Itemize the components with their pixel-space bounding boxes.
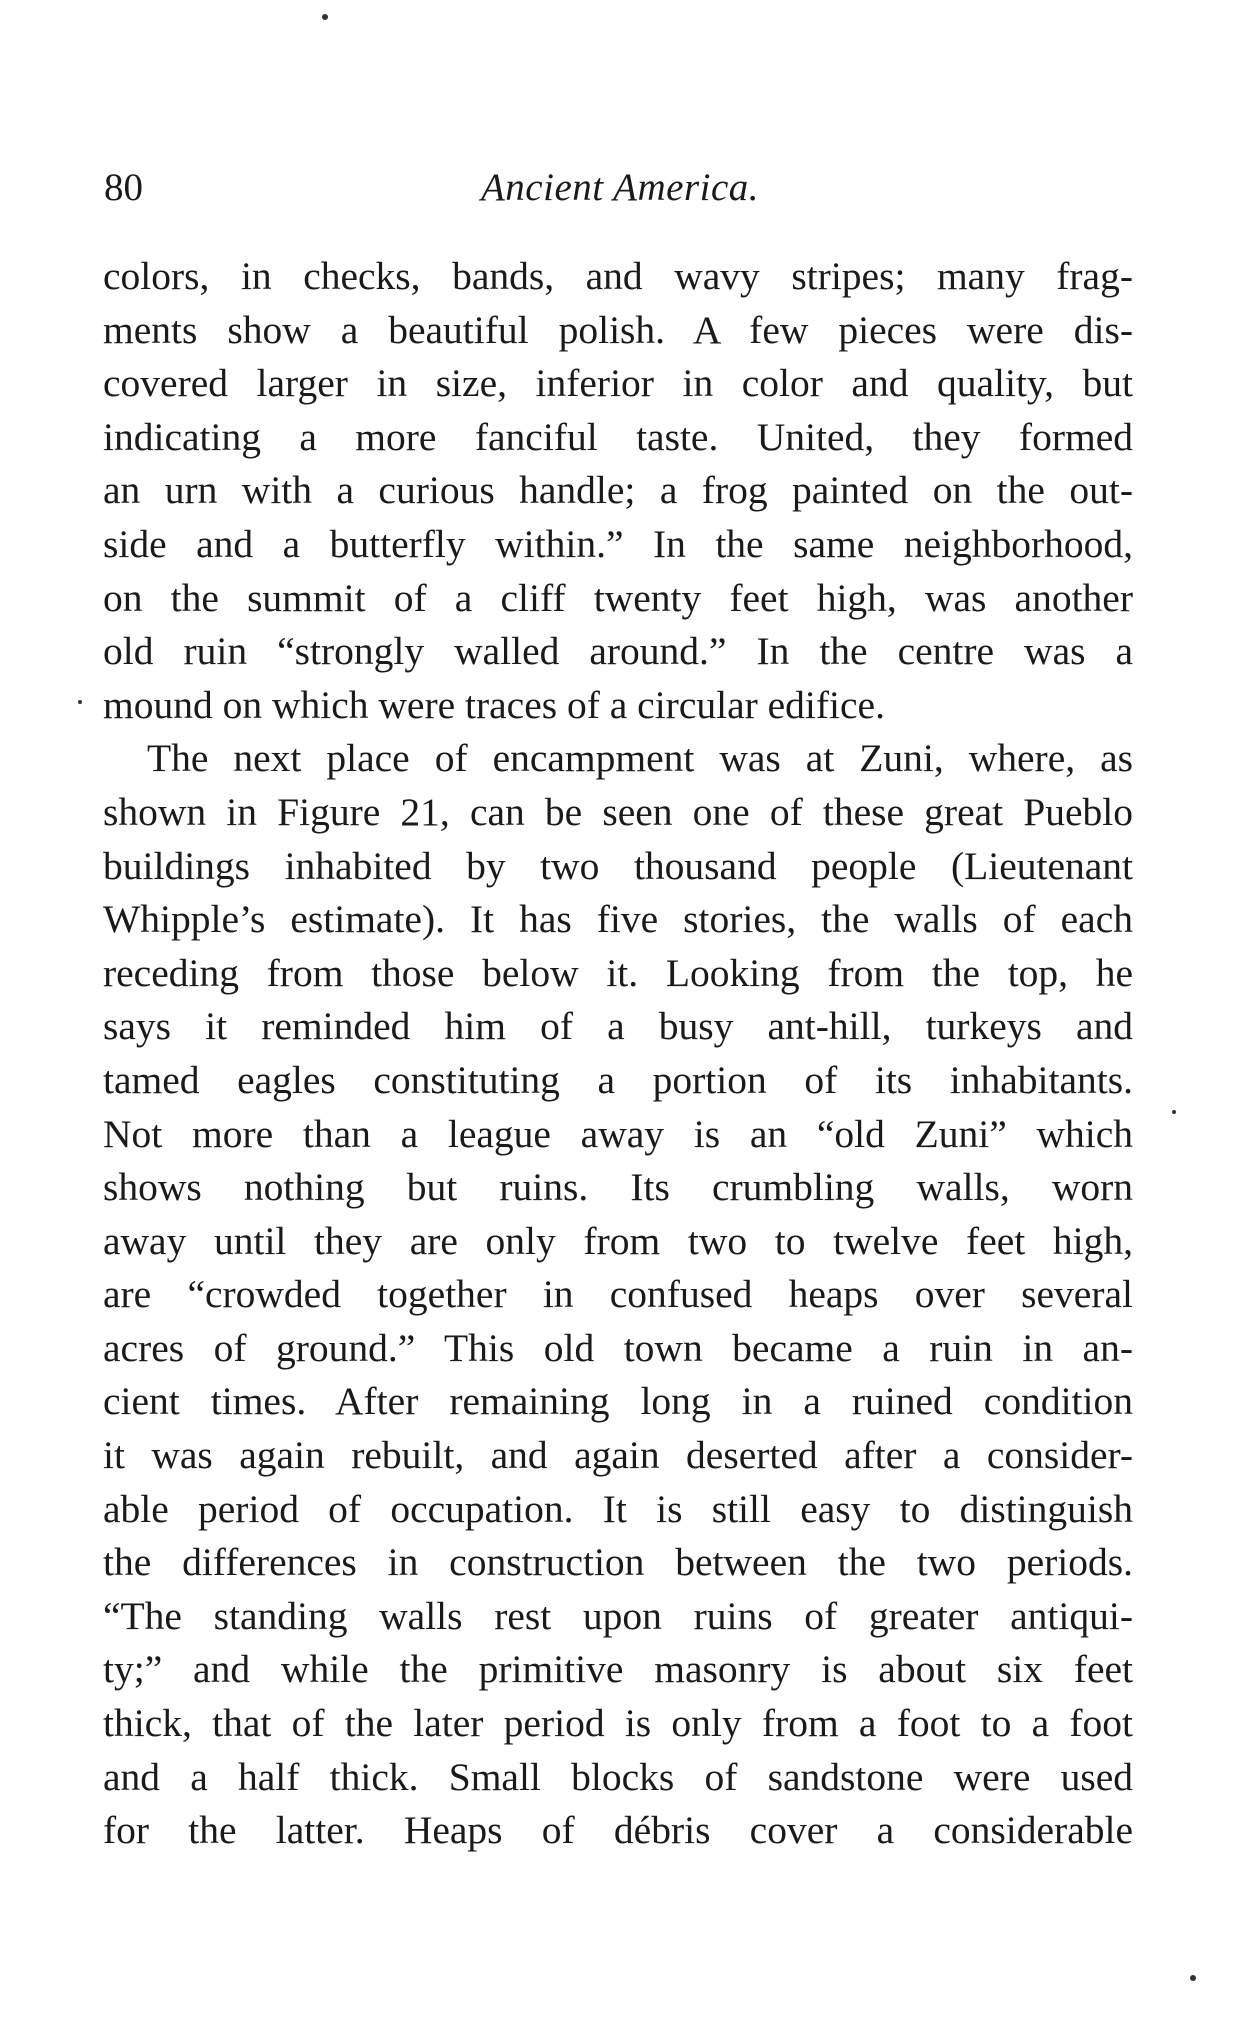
text-line: The next place of encampment was at Zuni, where, as <box>147 736 1133 781</box>
paragraph-2 <box>103 732 1133 1857</box>
text-line: it was again rebuilt, and again deserted after a consider- <box>103 1433 1133 1478</box>
text-line: shows nothing but ruins. Its crumbling walls, worn <box>103 1165 1133 1210</box>
text-line: ty;” and while the primitive masonry is about six feet <box>103 1647 1133 1692</box>
text-line: an urn with a curious handle; a frog painted on the out- <box>103 468 1133 513</box>
text-line: on the summit of a cliff twenty feet high, was another <box>103 575 1133 620</box>
text-line: acres of ground.” This old town became a ruin in an- <box>103 1325 1133 1370</box>
text-line: says it reminded him of a busy ant-hill, turkeys and <box>103 1004 1133 1049</box>
text-line: thick, that of the later period is only from a foot to a foot <box>103 1701 1133 1746</box>
ink-speck <box>1190 1975 1196 1981</box>
text-line: colors, in checks, bands, and wavy stripes; many frag- <box>103 254 1133 298</box>
text-line: buildings inhabited by two thousand people (Lieutenant <box>103 843 1133 888</box>
ink-speck <box>78 700 82 704</box>
body-text <box>103 250 1133 1858</box>
text-line: side and a butterfly within.” In the same neighborhood, <box>103 521 1133 566</box>
text-line: are “crowded together in confused heaps over several <box>103 1272 1133 1317</box>
text-line: shown in Figure 21, can be seen one of these great Pueblo <box>103 789 1133 834</box>
text-line: “The standing walls rest upon ruins of greater antiqui- <box>103 1593 1133 1638</box>
ink-speck <box>322 14 328 20</box>
text-line: Not more than a league away is an “old Zuni” which <box>103 1111 1133 1156</box>
text-line: indicating a more fanciful taste. United, they formed <box>103 414 1133 459</box>
text-line: receding from those below it. Looking from the top, he <box>103 950 1133 995</box>
text-line: ments show a beautiful polish. A few pieces were dis- <box>103 307 1133 352</box>
page-number: 80 <box>104 166 143 209</box>
text-line: and a half thick. Small blocks of sandstone were used <box>103 1754 1133 1799</box>
running-head <box>104 158 1136 218</box>
text-line: away until they are only from two to twelve feet high, <box>103 1218 1133 1263</box>
text-line: old ruin “strongly walled around.” In the centre was a <box>103 629 1133 674</box>
ink-speck <box>1172 1110 1176 1114</box>
running-title: Ancient America. <box>480 166 760 209</box>
text-line: cient times. After remaining long in a ruined condition <box>103 1379 1133 1424</box>
text-line: tamed eagles constituting a portion of its inhabitants. <box>103 1057 1133 1102</box>
text-line: able period of occupation. It is still easy to distinguish <box>103 1486 1133 1531</box>
text-line: the differences in construction between the two periods. <box>103 1540 1133 1585</box>
text-line: covered larger in size, inferior in color and quality, but <box>103 361 1133 406</box>
text-line: for the latter. Heaps of débris cover a considerable <box>103 1808 1133 1853</box>
paragraph-1 <box>103 250 1133 732</box>
text-line: Whipple’s estimate). It has five stories, the walls of each <box>103 897 1133 942</box>
text-line: mound on which were traces of a circular edifice. <box>103 682 885 727</box>
